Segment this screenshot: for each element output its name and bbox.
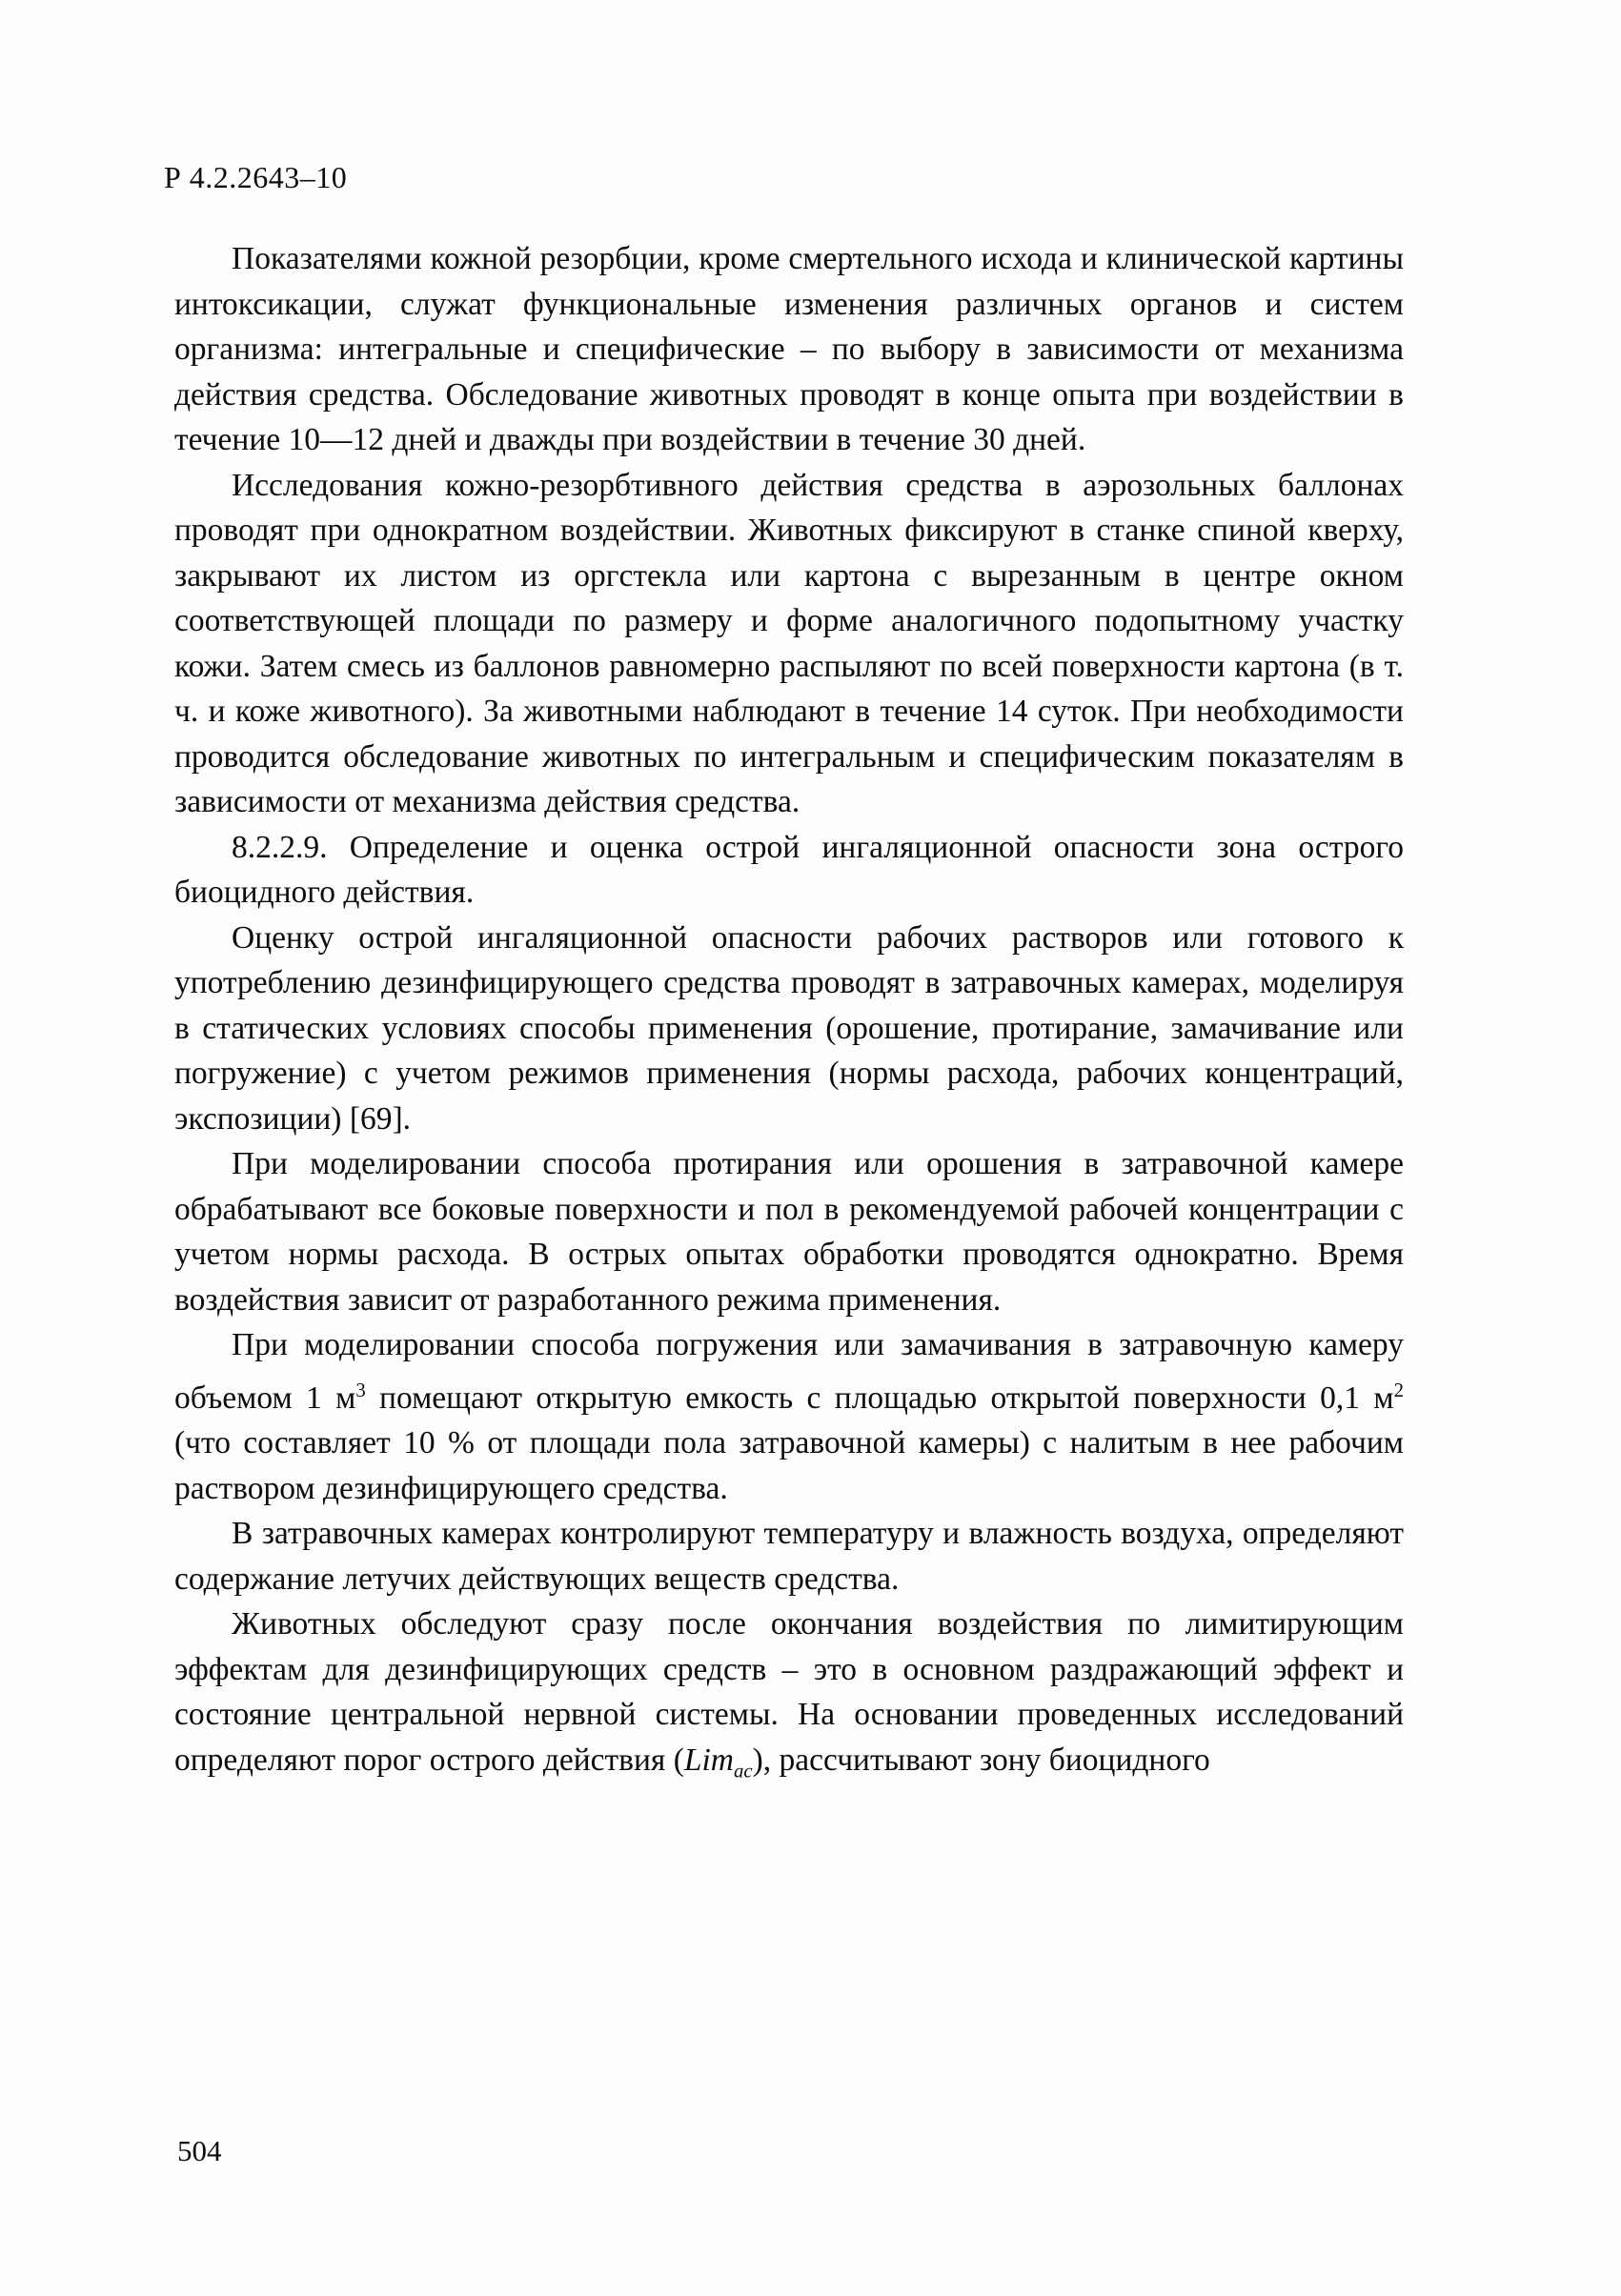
page-body xyxy=(174,236,1404,1794)
paragraph-6-with-units xyxy=(174,1322,1404,1511)
paragraph-1: Показателями кожной резорбции, кроме смертельного исхода и клинической картины интоксикации, служат функциональные изменения различных органов и систем организма: интегральные и специфические – по выбору в зависимости от механизма действия средства. Обследование животных проводят в конце опыта при воздействии в течение 10—12 дней и дважды при воздействии в течение 30 дней. xyxy=(174,241,1404,457)
superscript-cubic-meter: 3 xyxy=(355,1379,366,1401)
page-header: Р 4.2.2643–10 xyxy=(164,160,348,194)
paragraph-3-section-heading: 8.2.2.9. Определение и оценка острой ингаляционной опасности зона острого биоцидного действия. xyxy=(174,829,1404,910)
paragraph-8-with-term xyxy=(174,1601,1404,1794)
paragraph-8-part1: Животных обследуют сразу после окончания воздействия по лимитирующим эффектам для дезинфицирующих средств – это в основном раздражающий эффект и состояние центральной нервной системы. На основании проведенных исследований определяют порог острого действия ( xyxy=(174,1606,1404,1778)
paragraph-6-part3: (что составляет 10 % от площади пола затравочной камеры) с налитым в нее рабочим раствором дезинфицирующего средства. xyxy=(174,1425,1404,1506)
paragraph-6-part1: При моделировании способа погружения или замачивания в затравочную камеру объемом 1 м xyxy=(174,1327,1404,1416)
page-number: 504 xyxy=(177,2134,222,2167)
paragraph-6-part2: помещают открытую емкость с площадью открытой поверхности 0,1 м xyxy=(365,1380,1394,1416)
subscript-ac: ac xyxy=(734,1760,753,1782)
paragraph-2: Исследования кожно-резорбтивного действия средства в аэрозольных баллонах проводят при однократном воздействии. Животных фиксируют в станке спиной кверху, закрывают их листом из оргстекла или картона с вырезанным в центре окном соответствующей площади по размеру и форме аналогичного подопытному участку кожи. Затем смесь из баллонов равномерно распыляют по всей поверхности картона (в т. ч. и коже животного). За животными наблюдают в течение 14 суток. При необходимости проводится обследование животных по интегральным и специфическим показателям в зависимости от механизма действия средства. xyxy=(174,467,1404,819)
paragraph-7: В затравочных камерах контролируют температуру и влажность воздуха, определяют содержание летучих действующих веществ средства. xyxy=(174,1516,1404,1597)
paragraph-5: При моделировании способа протирания или орошения в затравочной камере обрабатывают все боковые поверхности и пол в рекомендуемой рабочей концентрации с учетом нормы расхода. В острых опытах обработки проводятся однократно. Время воздействия зависит от разработанного режима применения. xyxy=(174,1146,1404,1318)
superscript-square-meter: 2 xyxy=(1393,1379,1404,1401)
italic-term-lim: Lim xyxy=(683,1742,734,1778)
paragraph-8-part2: ), рассчитывают зону биоцидного xyxy=(752,1742,1210,1778)
paragraph-4: Оценку острой ингаляционной опасности рабочих растворов или готового к употреблению дезинфицирующего средства проводят в затравочных камерах, моделируя в статических условиях способы применения (орошение, протирание, замачивание или погружение) с учетом режимов применения (нормы расхода, рабочих концентраций, экспозиции) [69]. xyxy=(174,919,1404,1137)
